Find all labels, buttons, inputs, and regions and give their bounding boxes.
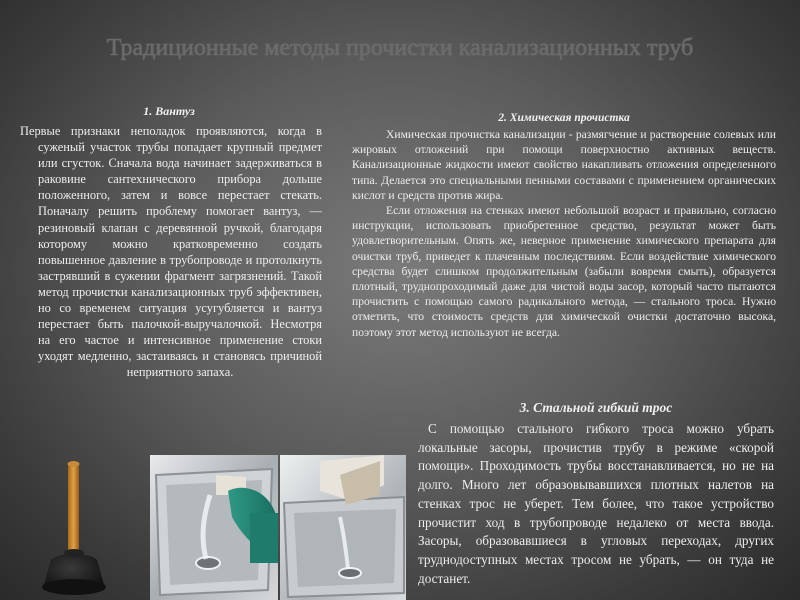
sink-chemical-bottle-icon <box>280 455 406 600</box>
plunger-icon <box>20 455 148 600</box>
chemical-section <box>352 112 776 340</box>
plunger-heading: 1. Вантуз <box>143 104 195 118</box>
slide-title: Традиционные методы прочистки канализационных труб <box>106 35 694 61</box>
plunger-text: Первые признаки неполадок проявляются, когда в суженый участок трубы попадает крупный предмет или сгусток. Сначала вода начинает задерживаться в раковине сантехнического прибора дольше положенного, затем и вовсе перестает стекать. Поначалу решить проблему помогает вантуз, — резиновый клапан с деревянной ручкой, благодаря которому можно кратковременно создать повышенное давление в трубопроводе и протолкнуть застрявший в сужении фрагмент загрязнений. Такой метод прочистки канализационных труб эффективен, но со временем ситуация усугубляется и вантуз перестает быть палочкой-выручалочкой. Несмотря на его частое и интенсивное применение стоки уходят медленно, застаиваясь и становясь причиной неприятного запаха. <box>20 124 322 380</box>
cable-heading: 3. Стальной гибкий трос <box>519 400 673 415</box>
chemical-paragraph-1: Химическая прочистка канализации - размягчение и растворение солевых или жировых отложений при помощи поверхностно активных веществ. Канализационные жидкости имеют свойство накапливать отложения определенного типа. Делается это специальными пенными составами с применением органических кислот и средств против жира. <box>352 128 776 202</box>
sink-photo-right <box>280 455 406 600</box>
sink-pouring-chemical-icon <box>150 455 278 600</box>
cable-section <box>418 400 774 588</box>
plunger-section <box>16 104 322 381</box>
chemical-paragraph-2: Если отложения на стенках имеют небольшой возраст и правильно, согласно инструкции, использовать приобретенное средство, результат может быть удовлетворительным. Опять же, неверное применение химического препарата для очистки труб, приведет к плачевным последствиям. Если воздействие химического средства будет слишком продолжительным (забыли вовремя смыть), образуется плотный, труднопроходимый даже для чистой воды засор, который часто пытаются прочистить с помощью самого радикального метода, — стального троса. Нужно отметить, что стоимость средств для химической очистки достаточно высока, поэтому этот метод используют не всегда. <box>352 204 776 339</box>
plunger-photo <box>20 455 148 600</box>
cable-text: С помощью стального гибкого троса можно убрать локальные засоры, прочистив трубу в режиме «скорой помощи». Проходимость трубы восстанавливается, но не на долго. Много лет образовывавшихся плотных налетов на стенках трос не уберет. Тем более, что такое устройство прочистит ход в трубопроводе недалеко от места ввода. Засоры, образовавшиеся в угловых переходах, других труднодоступных местах тросом не убрать, — он туда не достанет. <box>418 421 774 586</box>
chemical-heading: 2. Химическая прочистка <box>498 112 630 124</box>
sink-photo-left <box>150 455 278 600</box>
